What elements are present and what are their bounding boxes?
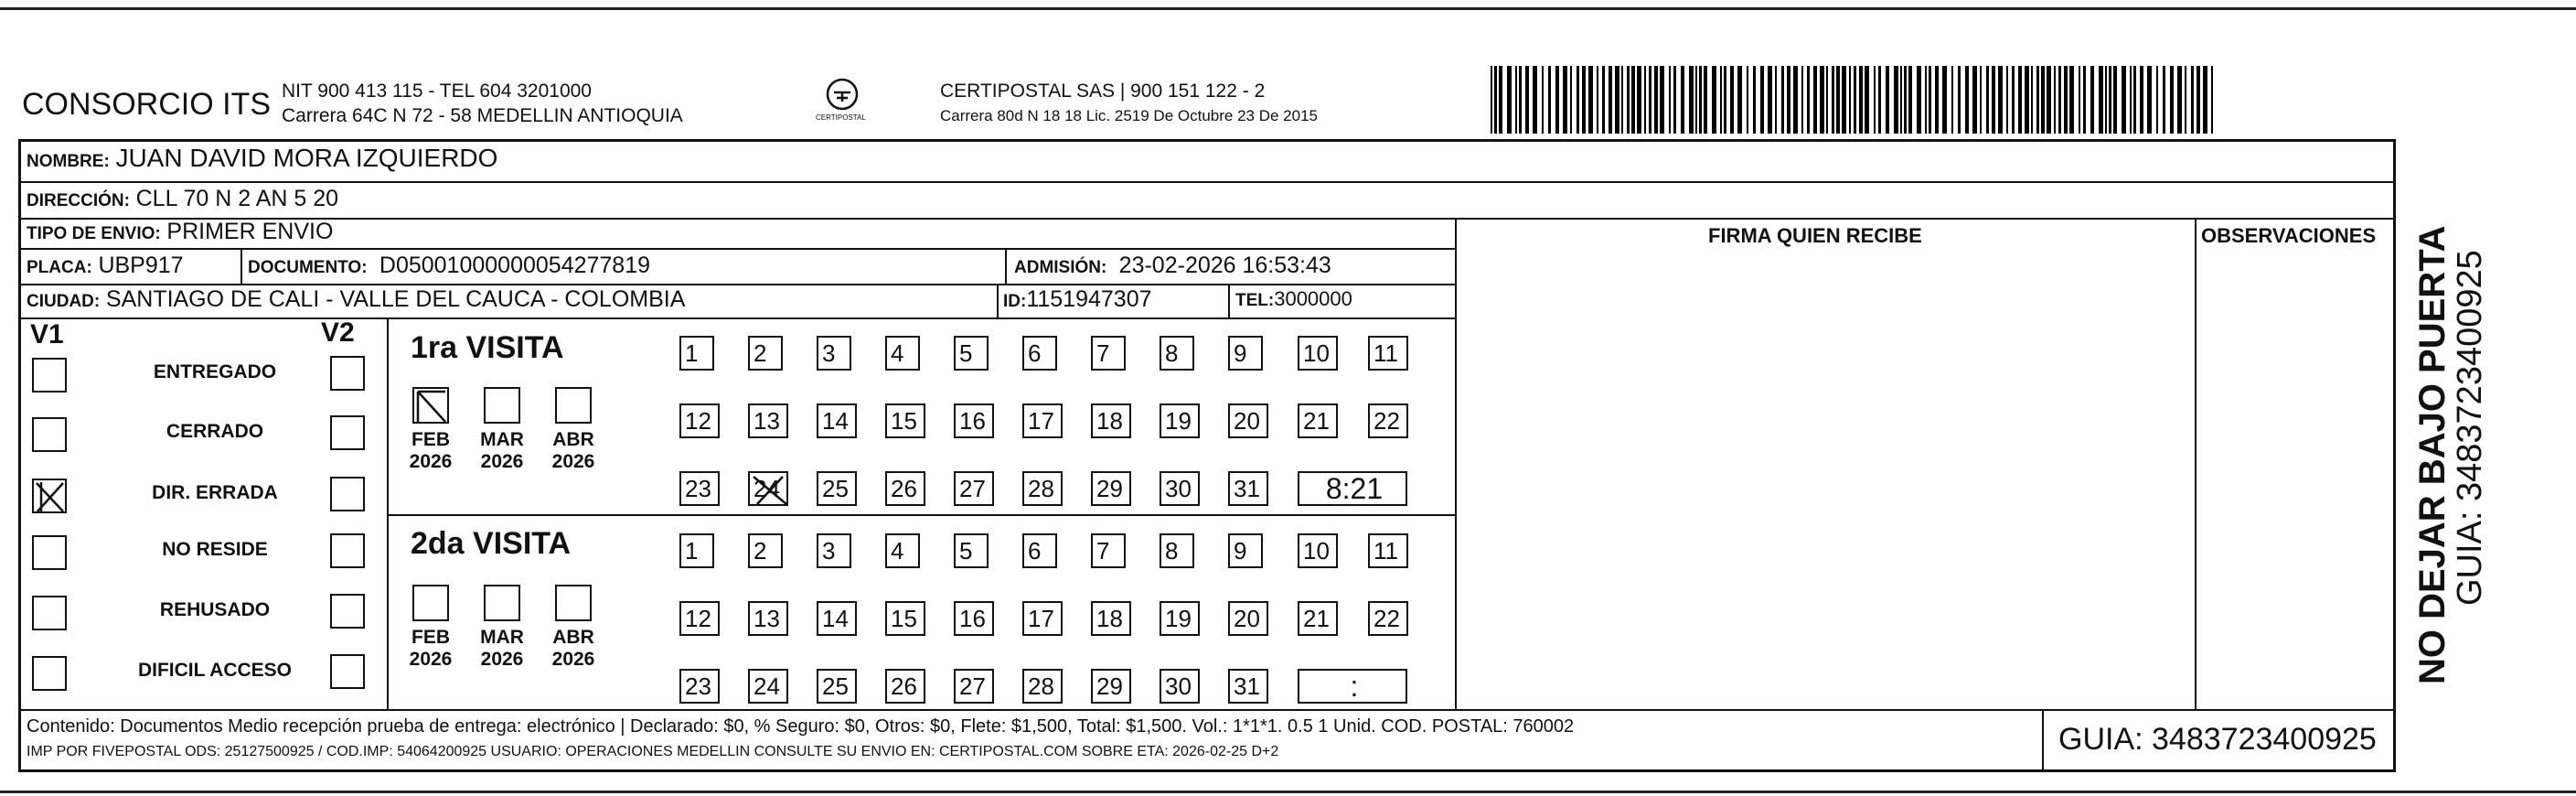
cross-mark-icon — [750, 473, 790, 508]
direccion-row — [27, 186, 338, 212]
barcode-bar — [1965, 66, 1969, 134]
contenido-text: Contenido: Documentos Medio recepción prueba de entrega: electrónico | Declarado: $0, % Seguro: $0, Otros: $0, Flete: $1,500, Total: $1,500. Vol.: 1*1*1. 0.5 1 Unid. COD. POSTAL: 760002 — [27, 716, 1575, 737]
day-box[interactable]: 25 — [817, 471, 857, 506]
day-box[interactable]: 25 — [817, 669, 857, 704]
day-box[interactable]: 2 — [748, 533, 783, 568]
barcode-bar — [1654, 66, 1658, 134]
barcode-bar — [2105, 66, 2107, 134]
month-name: FEB — [412, 429, 450, 450]
barcode-bar — [1627, 66, 1630, 134]
barcode-bar — [1972, 66, 1977, 134]
day-box[interactable]: 20 — [1228, 601, 1268, 636]
day-box[interactable]: 11 — [1368, 533, 1408, 568]
day-box[interactable]: 31 — [1228, 669, 1268, 704]
barcode-bar — [1917, 66, 1921, 134]
day-box[interactable]: 18 — [1091, 403, 1131, 438]
v2-checkbox[interactable] — [330, 415, 365, 450]
barcode-bar — [1747, 66, 1748, 134]
direccion-value: CLL 70 N 2 AN 5 20 — [135, 186, 339, 211]
month-label — [475, 627, 529, 671]
barcode-bar — [1760, 66, 1764, 134]
company-info — [282, 79, 683, 128]
month-name: ABR — [552, 627, 594, 648]
barcode-bar — [1570, 66, 1572, 134]
barcode-bar — [1859, 66, 1863, 134]
v1-label: V1 — [30, 319, 64, 350]
day-box[interactable]: 27 — [954, 471, 994, 506]
barcode-bar — [2064, 66, 2068, 134]
barcode-bar — [1644, 66, 1646, 134]
barcode-bar — [1582, 66, 1586, 134]
documento-row — [248, 253, 650, 279]
barcode-bar — [1494, 66, 1497, 134]
nombre-value: JUAN DAVID MORA IZQUIERDO — [115, 144, 498, 172]
barcode-bar — [2211, 66, 2213, 134]
day-box[interactable]: 8 — [1160, 336, 1194, 371]
guia-number: GUIA: 3483723400925 — [2058, 722, 2377, 757]
day-box[interactable]: 14 — [817, 403, 857, 438]
barcode-bar — [2047, 66, 2051, 134]
barcode-bar — [2079, 66, 2080, 134]
v2-checkbox[interactable] — [330, 594, 365, 629]
placa-value: UBP917 — [98, 253, 184, 278]
month-label — [546, 429, 601, 473]
bottom-border — [0, 791, 2576, 793]
state-label: REHUSADO — [159, 599, 271, 620]
barcode-bar — [1986, 66, 1989, 134]
barcode-bar — [1621, 66, 1623, 134]
barcode-bar — [1673, 66, 1676, 134]
admision-label: ADMISIÓN: — [1014, 258, 1107, 277]
v2-label: V2 — [321, 317, 355, 348]
day-box[interactable]: 23 — [679, 471, 720, 506]
tel-value: 3000000 — [1274, 287, 1352, 310]
tipo-value: PRIMER ENVIO — [166, 219, 334, 244]
day-box[interactable]: 3 — [817, 336, 851, 371]
barcode-bar — [2140, 66, 2143, 134]
barcode-bar — [2109, 66, 2111, 134]
day-box[interactable]: 24 — [748, 471, 788, 506]
day-box[interactable]: 22 — [1368, 601, 1408, 636]
day-box[interactable]: 15 — [885, 403, 925, 438]
month-name: FEB — [412, 627, 450, 648]
day-box[interactable]: 17 — [1022, 403, 1063, 438]
day-box[interactable]: 4 — [885, 533, 920, 568]
barcode-bar — [1499, 66, 1502, 134]
barcode-bar — [1951, 66, 1953, 134]
barcode-bar — [1720, 66, 1722, 134]
day-box[interactable]: 22 — [1368, 403, 1408, 438]
barcode-bar — [1695, 66, 1697, 134]
barcode-bar — [1807, 66, 1810, 134]
barcode-bar — [1515, 66, 1517, 134]
barcode-bar — [2191, 66, 2194, 134]
ciudad-label: CIUDAD: — [27, 292, 101, 311]
tel-row — [1235, 286, 1352, 312]
day-box[interactable]: 28 — [1022, 669, 1063, 704]
barcode-bar — [2036, 66, 2039, 134]
tipo-label: TIPO DE ENVIO: — [27, 224, 161, 243]
barcode-bar — [1886, 66, 1889, 134]
logo-label: CERTIPOSTAL — [816, 113, 866, 122]
barcode-bar — [1980, 66, 1982, 134]
barcode-bar — [2185, 66, 2186, 134]
barcode-bar — [1768, 66, 1772, 134]
barcode-bar — [1904, 66, 1907, 134]
check-mark-icon — [34, 480, 69, 515]
barcode-bar — [1555, 66, 1559, 134]
barcode-bar — [2170, 66, 2174, 134]
barcode-bar — [1820, 66, 1824, 134]
barcode-bar — [1753, 66, 1756, 134]
day-box[interactable]: 10 — [1298, 533, 1338, 568]
day-box[interactable]: 30 — [1160, 471, 1200, 506]
barcode-bar — [1836, 66, 1840, 134]
barcode-bar — [1849, 66, 1851, 134]
barcode-bar — [2083, 66, 2086, 134]
state-label: CERRADO — [166, 421, 264, 442]
barcode-bar — [2099, 66, 2103, 134]
barcode-bar — [1832, 66, 1834, 134]
barcode-bar — [1699, 66, 1702, 134]
day-box[interactable]: 9 — [1228, 336, 1263, 371]
barcode-bar — [2147, 66, 2152, 134]
day-box[interactable]: 1 — [679, 533, 714, 568]
day-box[interactable]: 18 — [1091, 601, 1131, 636]
day-box[interactable]: 12 — [679, 601, 720, 636]
barcode-bar — [1597, 66, 1598, 134]
id-label: ID: — [1003, 292, 1027, 311]
placa-label: PLACA: — [27, 258, 92, 277]
barcode-bar — [2041, 66, 2045, 134]
month-name: MAR — [480, 429, 524, 450]
state-label: ENTREGADO — [153, 361, 277, 382]
barcode-bar — [1602, 66, 1605, 134]
day-box[interactable]: 16 — [954, 601, 994, 636]
second-visit-title: 2da VISITA — [411, 526, 572, 561]
barcode-bar — [2130, 66, 2132, 134]
barcode-bar — [2025, 66, 2029, 134]
day-box[interactable]: 5 — [954, 533, 989, 568]
barcode-bar — [1842, 66, 1846, 134]
ciudad-value: SANTIAGO DE CALI - VALLE DEL CAUCA - COLOMBIA — [105, 286, 686, 312]
barcode-bar — [2006, 66, 2008, 134]
day-box[interactable]: 7 — [1091, 336, 1126, 371]
v1-checkbox[interactable] — [32, 656, 67, 691]
day-box[interactable]: 17 — [1022, 601, 1063, 636]
month-checkbox[interactable] — [484, 585, 520, 621]
month-checkbox[interactable] — [412, 585, 449, 621]
barcode-bar — [1942, 66, 1947, 134]
barcode-bar — [2018, 66, 2022, 134]
id-value: 1151947307 — [1026, 286, 1152, 312]
month-label — [475, 429, 529, 473]
barcode-bar — [2012, 66, 2015, 134]
barcode-bar — [1588, 66, 1593, 134]
barcode-bar — [1533, 66, 1537, 134]
top-border — [0, 7, 2576, 10]
documento-label: DOCUMENTO: — [248, 258, 368, 277]
month-label — [403, 627, 458, 671]
day-box[interactable]: 28 — [1022, 471, 1063, 506]
day-box[interactable]: 20 — [1228, 403, 1268, 438]
day-box[interactable]: 14 — [817, 601, 857, 636]
day-box[interactable]: 27 — [954, 669, 994, 704]
barcode-bar — [1908, 66, 1912, 134]
day-box[interactable]: 30 — [1160, 669, 1200, 704]
barcode-bar — [1649, 66, 1651, 134]
barcode-bar — [2058, 66, 2061, 134]
barcode-bar — [2177, 66, 2182, 134]
barcode-bar — [1615, 66, 1619, 134]
imp-text: IMP POR FIVEPOSTAL ODS: 25127500925 / COD.IMP: 54064200925 USUARIO: OPERACIONES MEDELLIN CONSULTE SU ENVIO EN: CERTIPOSTAL.COM SOBRE ETA: 2026-02-25 D+2 — [27, 744, 1279, 759]
documento-value: D05001000000054277819 — [379, 253, 651, 278]
month-year: 2026 — [551, 451, 595, 472]
state-label: DIR. ERRADA — [152, 482, 278, 503]
barcode-bar — [1865, 66, 1869, 134]
barcode-bar — [1724, 66, 1726, 134]
barcode-bar — [2156, 66, 2158, 134]
barcode-bar — [2054, 66, 2056, 134]
barcode-bar — [1935, 66, 1939, 134]
day-box[interactable]: 23 — [679, 669, 720, 704]
barcode-bar — [1894, 66, 1898, 134]
day-box[interactable]: 15 — [885, 601, 925, 636]
day-box[interactable]: 1 — [679, 336, 714, 371]
day-box[interactable]: 13 — [748, 601, 788, 636]
v1-checkbox[interactable] — [32, 596, 67, 630]
day-box[interactable]: 31 — [1228, 471, 1268, 506]
nombre-label: NOMBRE: — [27, 152, 110, 171]
month-label — [403, 429, 458, 473]
barcode-bar — [1793, 66, 1798, 134]
barcode-bar — [1563, 66, 1567, 134]
barcode-bar — [1854, 66, 1856, 134]
day-box[interactable]: 4 — [885, 336, 920, 371]
day-box[interactable]: 7 — [1091, 533, 1126, 568]
side-guia: GUIA: 3483723400925 — [2451, 250, 2489, 606]
v2-checkbox[interactable] — [330, 356, 365, 391]
barcode-bar — [2133, 66, 2136, 134]
time-box[interactable]: 8:21 — [1298, 471, 1407, 506]
courier-line: CERTIPOSTAL SAS | 900 151 122 - 2 — [940, 81, 1266, 102]
state-label: NO RESIDE — [162, 539, 268, 560]
firma-label: FIRMA QUIEN RECIBE — [1708, 224, 1922, 247]
address-line: Carrera 64C N 72 - 58 MEDELLIN ANTIOQUIA — [282, 105, 683, 126]
barcode-bar — [1781, 66, 1784, 134]
barcode-bar — [1826, 66, 1828, 134]
month-checkbox[interactable] — [412, 387, 449, 424]
barcode-bar — [2090, 66, 2094, 134]
barcode-bar — [2031, 66, 2033, 134]
barcode-bar — [1874, 66, 1876, 134]
state-label: DIFICIL ACCESO — [137, 660, 292, 681]
month-name: ABR — [552, 429, 594, 450]
barcode-bar — [1775, 66, 1777, 134]
time-box[interactable]: : — [1298, 669, 1407, 704]
first-visit-title: 1ra VISITA — [411, 330, 564, 365]
day-box[interactable]: 16 — [954, 403, 994, 438]
no-dejar-warning: NO DEJAR BAJO PUERTA — [2412, 225, 2453, 684]
barcode-bar — [1801, 66, 1803, 134]
barcode-bar — [1542, 66, 1544, 134]
day-box[interactable]: 19 — [1160, 601, 1200, 636]
day-box[interactable]: 19 — [1160, 403, 1200, 438]
barcode — [1491, 66, 2218, 134]
v2-checkbox[interactable] — [330, 533, 365, 568]
nombre-row — [27, 144, 497, 173]
barcode-bar — [1669, 66, 1671, 134]
barcode-bar — [1998, 66, 2003, 134]
barcode-bar — [1637, 66, 1641, 134]
barcode-bar — [1878, 66, 1881, 134]
day-box[interactable]: 21 — [1298, 403, 1338, 438]
month-checkbox[interactable] — [484, 387, 520, 424]
day-box[interactable]: 26 — [885, 669, 925, 704]
ciudad-row — [27, 286, 685, 313]
observaciones-label: OBSERVACIONES — [2201, 224, 2377, 247]
month-year: 2026 — [480, 649, 524, 670]
day-box[interactable]: 6 — [1022, 336, 1057, 371]
barcode-bar — [1958, 66, 1961, 134]
barcode-bar — [1491, 66, 1492, 134]
v1-checkbox[interactable] — [32, 535, 67, 570]
month-year: 2026 — [409, 451, 453, 472]
month-year: 2026 — [409, 649, 453, 670]
day-box[interactable]: 26 — [885, 471, 925, 506]
company-name: CONSORCIO ITS — [22, 87, 272, 122]
barcode-bar — [1681, 66, 1684, 134]
shipping-form — [18, 139, 2396, 772]
v2-checkbox[interactable] — [330, 477, 365, 511]
day-box[interactable]: 8 — [1160, 533, 1194, 568]
day-box[interactable]: 29 — [1091, 669, 1131, 704]
barcode-bar — [1992, 66, 1995, 134]
barcode-bar — [2113, 66, 2117, 134]
barcode-bar — [1737, 66, 1742, 134]
nit-line: NIT 900 413 115 - TEL 604 3201000 — [282, 81, 592, 102]
courier-info — [940, 79, 1318, 128]
month-checkbox[interactable] — [555, 387, 592, 424]
day-box[interactable]: 3 — [817, 533, 851, 568]
v1-checkbox[interactable] — [32, 358, 67, 393]
month-name: MAR — [480, 627, 524, 648]
month-checkbox[interactable] — [555, 585, 592, 621]
v1-checkbox[interactable] — [32, 479, 67, 513]
barcode-bar — [1548, 66, 1551, 134]
barcode-bar — [2203, 66, 2207, 134]
day-box[interactable]: 29 — [1091, 471, 1131, 506]
barcode-bar — [1704, 66, 1707, 134]
day-box[interactable]: 21 — [1298, 601, 1338, 636]
barcode-bar — [2069, 66, 2074, 134]
day-box[interactable]: 13 — [748, 403, 788, 438]
month-year: 2026 — [551, 649, 595, 670]
barcode-bar — [2197, 66, 2200, 134]
barcode-bar — [1689, 66, 1694, 134]
day-box[interactable]: 2 — [748, 336, 783, 371]
day-box[interactable]: 24 — [748, 669, 788, 704]
direccion-label: DIRECCIÓN: — [27, 191, 130, 210]
barcode-bar — [1525, 66, 1529, 134]
barcode-bar — [1929, 66, 1931, 134]
id-row — [1003, 286, 1152, 313]
v2-checkbox[interactable] — [330, 654, 365, 689]
day-box[interactable]: 6 — [1022, 533, 1057, 568]
barcode-bar — [1730, 66, 1734, 134]
tipo-row — [27, 219, 333, 245]
month-label — [546, 627, 601, 671]
day-box[interactable]: 5 — [954, 336, 989, 371]
tel-label: TEL: — [1235, 291, 1275, 310]
day-box[interactable]: 9 — [1228, 533, 1263, 568]
barcode-bar — [1787, 66, 1790, 134]
barcode-bar — [1507, 66, 1512, 134]
barcode-bar — [1660, 66, 1664, 134]
barcode-bar — [1609, 66, 1612, 134]
day-box[interactable]: 12 — [679, 403, 720, 438]
day-box[interactable]: 10 — [1298, 336, 1338, 371]
barcode-bar — [1577, 66, 1579, 134]
placa-row — [27, 253, 184, 279]
month-year: 2026 — [480, 451, 524, 472]
barcode-bar — [2163, 66, 2165, 134]
admision-value: 23-02-2026 16:53:43 — [1118, 253, 1331, 278]
admision-row — [1014, 253, 1331, 279]
barcode-bar — [2122, 66, 2126, 134]
day-box[interactable]: 11 — [1368, 336, 1408, 371]
barcode-bar — [1925, 66, 1927, 134]
certipostal-logo — [823, 77, 861, 115]
courier-address: Carrera 80d N 18 18 Lic. 2519 De Octubre 23 De 2015 — [940, 107, 1318, 124]
barcode-bar — [1631, 66, 1635, 134]
barcode-bar — [1900, 66, 1902, 134]
barcode-bar — [1712, 66, 1716, 134]
barcode-bar — [1519, 66, 1522, 134]
barcode-bar — [1813, 66, 1817, 134]
v1-checkbox[interactable] — [32, 417, 67, 452]
check-mark-icon — [414, 389, 451, 425]
